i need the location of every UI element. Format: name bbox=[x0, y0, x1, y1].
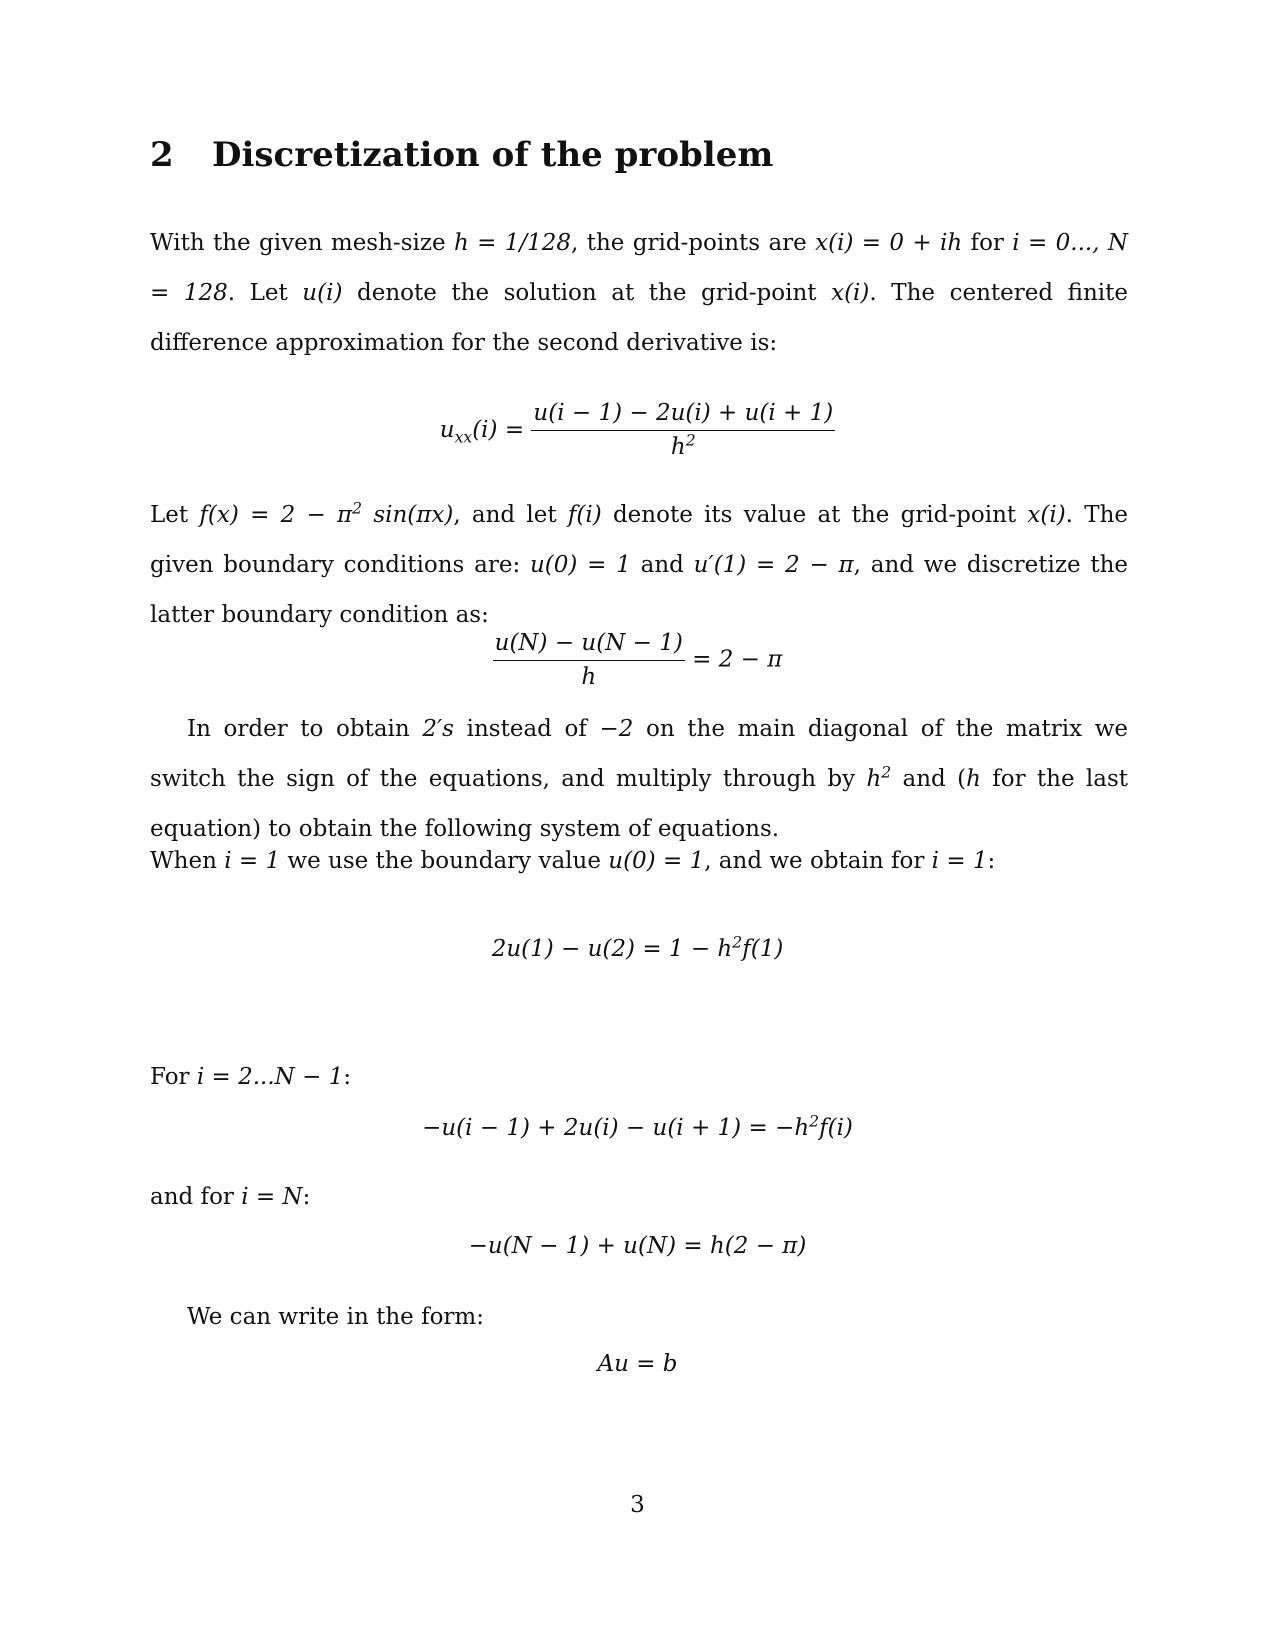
equation-matrix-form: Au = b bbox=[597, 1351, 678, 1377]
text-run: : bbox=[302, 1184, 311, 1210]
math-inline: u(0) = 1 bbox=[608, 848, 705, 874]
text-run: denote the solution at the grid-point bbox=[342, 280, 832, 306]
section-heading bbox=[150, 135, 774, 175]
text-run: , and we obtain for bbox=[704, 848, 932, 874]
math-sup: 2 bbox=[881, 762, 892, 782]
eq4-part: −u(i − 1) + 2u(i) − u(i + 1) = −h bbox=[422, 1115, 810, 1141]
eq1-lhs-sub: xx bbox=[454, 427, 473, 447]
text-run: instead of bbox=[454, 716, 600, 742]
label-last-row bbox=[150, 1186, 310, 1209]
label-interior-rows bbox=[150, 1066, 351, 1089]
eq3-part: f(1) bbox=[742, 936, 784, 962]
text-run: for the last equation) to obtain the following system of equations. bbox=[150, 766, 1128, 842]
math-inline: f(x) = 2 − π bbox=[199, 502, 353, 528]
text-run: for bbox=[962, 230, 1013, 256]
text-run: In order to obtain bbox=[187, 716, 423, 742]
text-run: . The given boundary conditions are: bbox=[150, 502, 1129, 578]
section-number: 2 bbox=[150, 135, 174, 175]
text-run: we use the boundary value bbox=[280, 848, 609, 874]
math-inline: u′(1) = 2 − π bbox=[693, 552, 854, 578]
text-run: , the grid-points are bbox=[571, 230, 816, 256]
text-run: : bbox=[343, 1064, 352, 1090]
text-run: and ( bbox=[891, 766, 967, 792]
math-inline: h bbox=[966, 766, 981, 792]
text-run: With the given mesh-size bbox=[150, 230, 454, 256]
text-run: , and let bbox=[453, 502, 568, 528]
text-run: and for bbox=[150, 1184, 242, 1210]
eq1-lhs bbox=[439, 416, 525, 447]
math-inline: h bbox=[866, 766, 882, 792]
paragraph-mesh bbox=[150, 218, 1128, 368]
eq2-fraction bbox=[493, 632, 685, 689]
math-inline: x(i) = 0 + ih bbox=[815, 230, 963, 256]
eq3-part: 2u(1) − u(2) = 1 − h bbox=[491, 936, 733, 962]
math-inline: u(0) = 1 bbox=[529, 552, 631, 578]
math-inline: i = N bbox=[241, 1184, 303, 1210]
text-run: denote its value at the grid-point bbox=[601, 502, 1028, 528]
text-run: For bbox=[150, 1064, 197, 1090]
text-run: . Let bbox=[227, 280, 303, 306]
paragraph-sign-switch bbox=[150, 704, 1128, 854]
equation-second-derivative bbox=[0, 402, 1275, 459]
equation-first-row bbox=[0, 932, 1275, 962]
math-inline: h = 1/128 bbox=[453, 230, 572, 256]
eq1-den-base: h bbox=[670, 434, 686, 460]
math-inline: u(i) bbox=[302, 280, 343, 306]
math-inline: i = 2...N − 1 bbox=[196, 1064, 344, 1090]
text-run: , and we discretize the latter boundary condition as: bbox=[150, 552, 1129, 628]
page-number: 3 bbox=[630, 1492, 645, 1518]
math-inline: i = 1 bbox=[931, 848, 988, 874]
eq4-exp: 2 bbox=[809, 1111, 820, 1131]
math-inline: i = 0..., N = 128 bbox=[150, 230, 1128, 306]
math-inline: −2 bbox=[599, 716, 634, 742]
text-run: on the main diagonal of the matrix we switch the sign of the equations, and multiply through by bbox=[150, 716, 1128, 792]
eq2-numerator: u(N) − u(N − 1) bbox=[493, 632, 685, 661]
text-run: . The centered finite difference approximation for the second derivative is: bbox=[150, 280, 1128, 356]
paragraph-boundary bbox=[150, 490, 1128, 640]
text-run: Let bbox=[150, 502, 200, 528]
eq1-numerator: u(i − 1) − 2u(i) + u(i + 1) bbox=[531, 402, 835, 431]
math-inline: x(i) bbox=[831, 280, 870, 306]
math-inline: sin(πx) bbox=[362, 502, 454, 528]
text-run: : bbox=[987, 848, 996, 874]
text-run: and bbox=[630, 552, 694, 578]
eq3-exp: 2 bbox=[732, 932, 743, 952]
section-title: Discretization of the problem bbox=[212, 135, 774, 175]
eq1-den-exp: 2 bbox=[685, 430, 696, 450]
math-inline: x(i) bbox=[1027, 502, 1066, 528]
label-matrix-form: We can write in the form: bbox=[187, 1304, 484, 1330]
equation-interior-row bbox=[0, 1111, 1275, 1141]
eq2-denominator: h bbox=[581, 664, 597, 690]
math-inline: 2′s bbox=[422, 716, 454, 742]
eq2-rhs: = 2 − π bbox=[692, 646, 783, 673]
math-inline: i = 1 bbox=[224, 848, 281, 874]
paragraph-i-equals-1 bbox=[150, 850, 995, 873]
equation-last-row: −u(N − 1) + u(N) = h(2 − π) bbox=[468, 1233, 807, 1259]
eq1-lhs-base: u bbox=[439, 416, 455, 443]
eq4-part: f(i) bbox=[819, 1115, 853, 1141]
text-run: When bbox=[150, 848, 225, 874]
eq1-fraction bbox=[531, 402, 835, 459]
math-sup: 2 bbox=[352, 498, 363, 518]
math-inline: f(i) bbox=[567, 502, 602, 528]
eq1-denominator bbox=[531, 431, 835, 459]
equation-boundary-discrete bbox=[0, 632, 1275, 689]
eq1-lhs-arg: (i) = bbox=[472, 416, 525, 443]
